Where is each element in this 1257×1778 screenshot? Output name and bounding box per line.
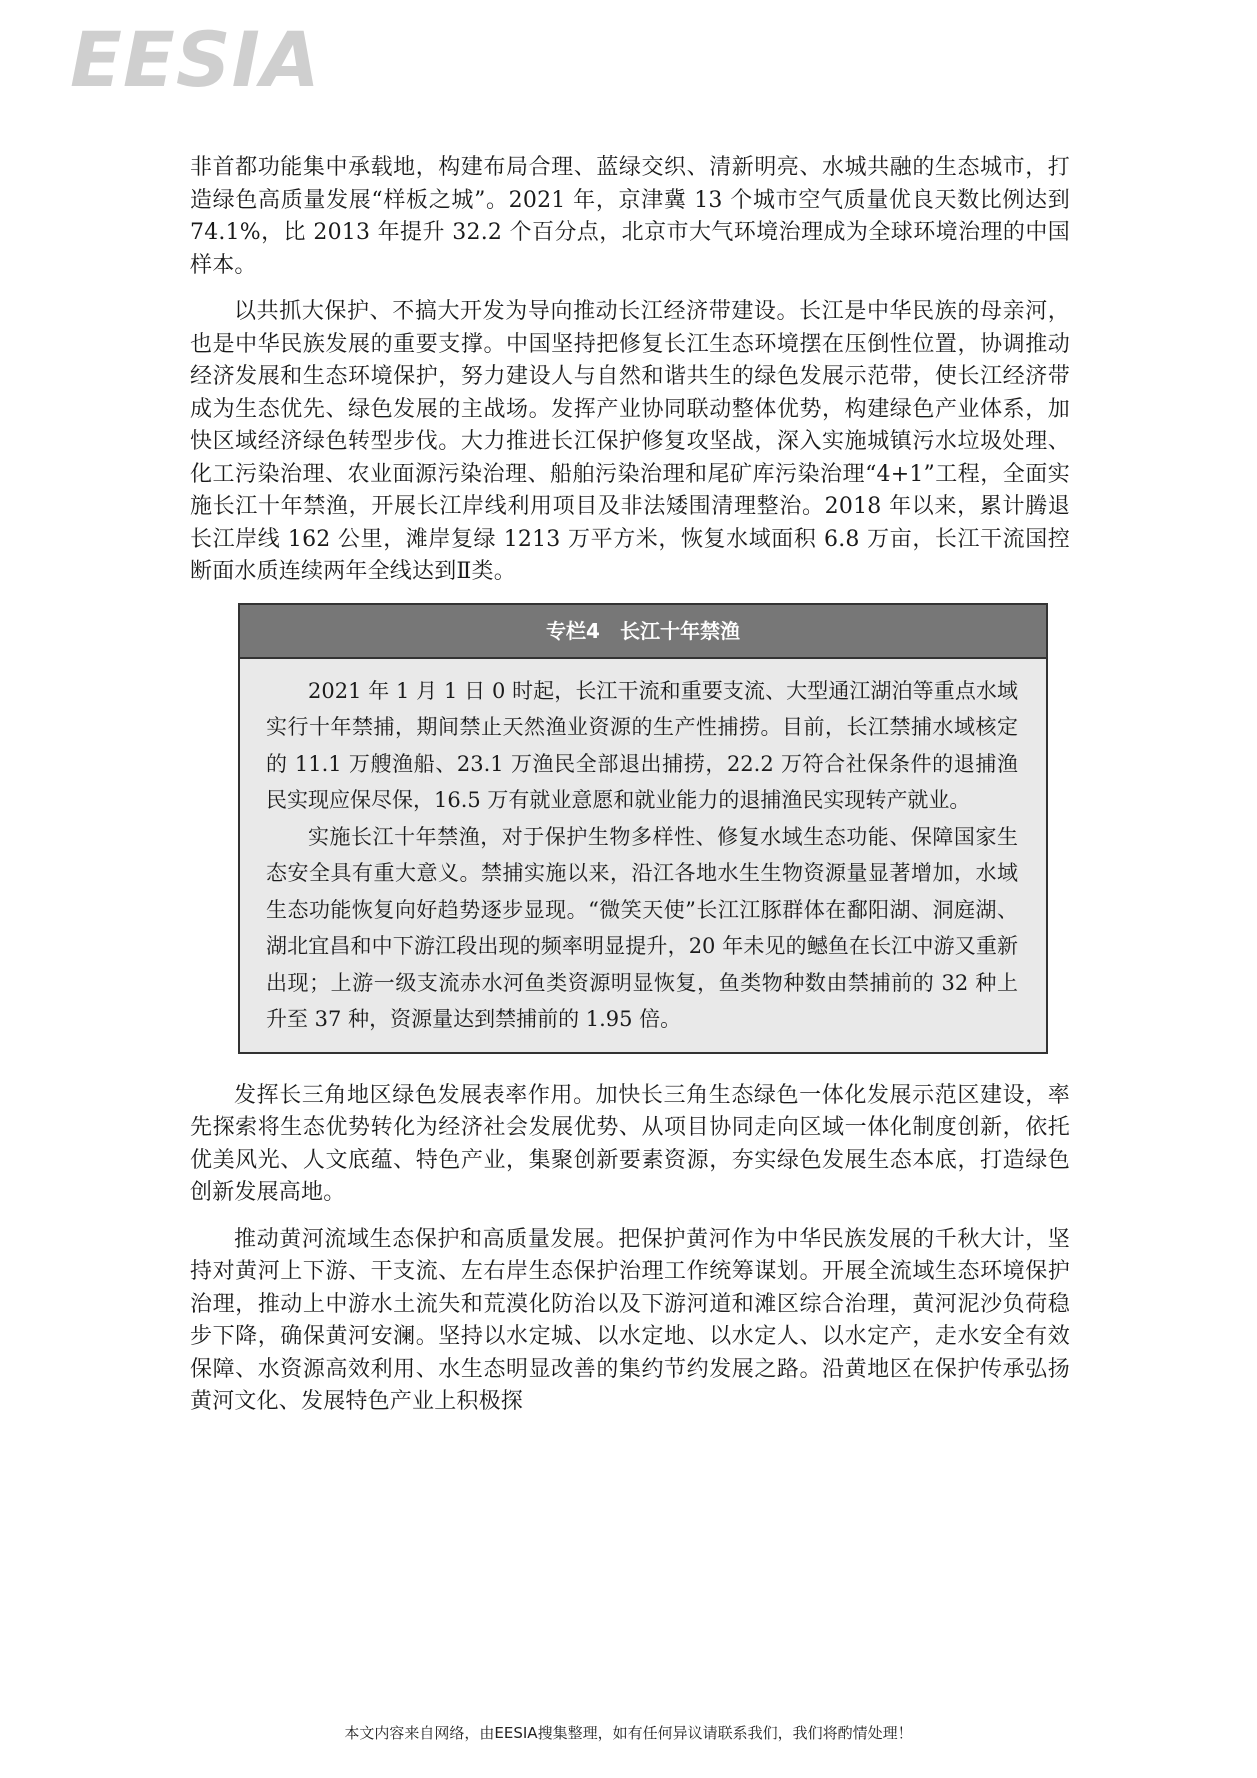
column-body [240, 659, 1046, 1052]
footer-disclaimer: 本文内容来自网络，由EESIA搜集整理，如有任何异议请联系我们，我们将酌情处理！ [344, 1724, 913, 1742]
paragraph-yangtze-economic-belt: 以共抓大保护、不搞大开发为导向推动长江经济带建设。长江是中华民族的母亲河，也是中华民族发展的重要支撑。中国坚持把修复长江生态环境摆在压倒性位置，协调推动经济发展和生态环境保护，努力建设人与自然和谐共生的绿色发展示范带，使长江经济带成为生态优先、绿色发展的主战场。发挥产业协同联动整体优势，构建绿色产业体系，加快区域经济绿色转型步伐。大力推进长江保护修复攻坚战，深入实施城镇污水垃圾处理、化工污染治理、农业面源污染治理、船舶污染治理和尾矿库污染治理“4+1”工程，全面实施长江十年禁渔，开展长江岸线利用项目及非法矮围清理整治。2018 年以来，累计腾退长江岸线 162 公里，滩岸复绿 1213 万平方米，恢复水域面积 6.8 万亩，长江干流国控断面水质连续两年全线达到Ⅱ类。 [190, 299, 1070, 584]
paragraph-yellow-river: 推动黄河流域生态保护和高质量发展。把保护黄河作为中华民族发展的千秋大计，坚持对黄河上下游、干支流、左右岸生态保护治理工作统筹谋划。开展全流域生态环境保护治理，推动上中游水土流失和荒漠化防治以及下游河道和滩区综合治理，黄河泥沙负荷稳步下降，确保黄河安澜。坚持以水定城、以水定地、以水定人、以水定产，走水安全有效保障、水资源高效利用、水生态明显改善的集约节约发展之路。沿黄地区在保护传承弘扬黄河文化、发展特色产业上积极探 [190, 1226, 1070, 1414]
eesia-logo: EESIA [70, 15, 321, 104]
column-title: 专栏4 长江十年禁渔 [240, 605, 1046, 659]
column-paragraph: 2021 年 1 月 1 日 0 时起，长江干流和重要支流、大型通江湖泊等重点水域实行十年禁捕，期间禁止天然渔业资源的生产性捕捞。目前，长江禁捕水域核定的 11.1 万艘渔船、23.1 万渔民全部退出捕捞，22.2 万符合社保条件的退捕渔民实现应保尽保，16.5 万有就业意愿和就业能力的退捕渔民实现转产就业。 [266, 678, 1018, 812]
paragraph-yangtze-delta: 发挥长三角地区绿色发展表率作用。加快长三角生态绿色一体化发展示范区建设，率先探索将生态优势转化为经济社会发展优势、从项目协同走向区域一体化制度创新，依托优美风光、人文底蕴、特色产业，集聚创新要素资源，夯实绿色发展生态本底，打造绿色创新发展高地。 [190, 1082, 1070, 1205]
document-body [190, 152, 1070, 1433]
column-paragraph: 实施长江十年禁渔，对于保护生物多样性、修复水域生态功能、保障国家生态安全具有重大意义。禁捕实施以来，沿江各地水生生物资源量显著增加，水域生态功能恢复向好趋势逐步显现。“微笑天使”长江江豚群体在鄱阳湖、洞庭湖、湖北宜昌和中下游江段出现的频率明显提升，20 年未见的鳡鱼在长江中游又重新出现；上游一级支流赤水河鱼类资源明显恢复，鱼类物种数由禁捕前的 32 种上升至 37 种，资源量达到禁捕前的 1.95 倍。 [266, 824, 1018, 1031]
paragraph-continuation: 非首都功能集中承载地，构建布局合理、蓝绿交织、清新明亮、水城共融的生态城市，打造绿色高质量发展“样板之城”。2021 年，京津冀 13 个城市空气质量优良天数比例达到 74.1%，比 2013 年提升 32.2 个百分点，北京市大气环境治理成为全球环境治理的中国样本。 [190, 155, 1070, 278]
sidebar-column-box [238, 603, 1048, 1054]
